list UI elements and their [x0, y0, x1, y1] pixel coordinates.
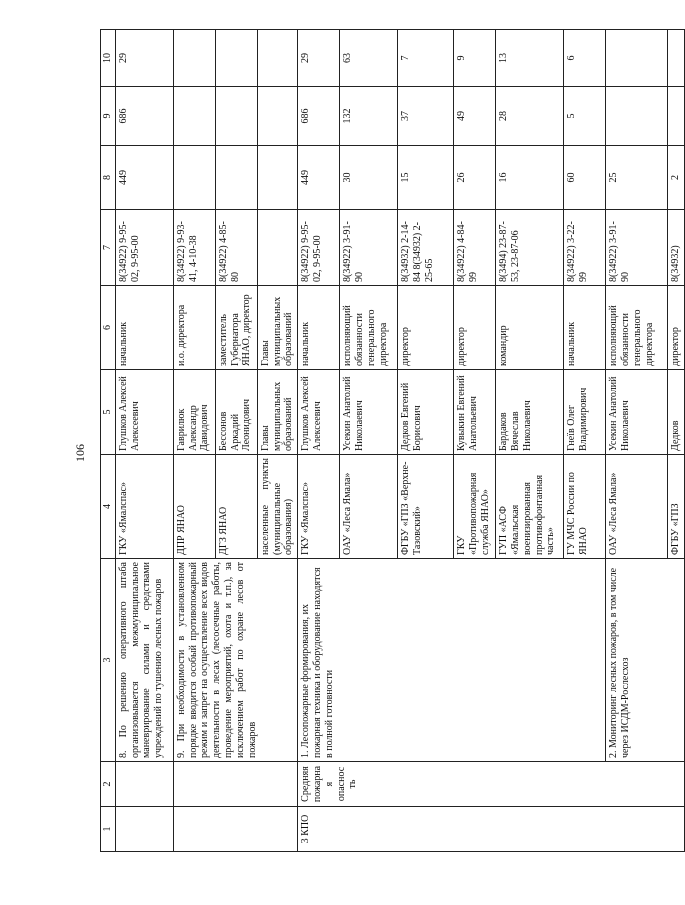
- phone-cell: 8(34922) 9-95-02, 9-95-00: [298, 210, 340, 286]
- position-cell: Главы муниципальных образований: [257, 286, 297, 370]
- value-cell: 13: [496, 30, 564, 87]
- value-cell: [215, 146, 257, 210]
- value-cell: 63: [340, 30, 398, 87]
- position-cell: заместитель Губернатора ЯНАО, директор: [215, 286, 257, 370]
- phone-cell: 8(34922) 3-91-90: [606, 210, 668, 286]
- org-cell: ДПР ЯНАО: [173, 455, 215, 559]
- value-cell: 25: [606, 146, 668, 210]
- value-cell: 26: [454, 146, 496, 210]
- value-cell: 9: [454, 30, 496, 87]
- org-cell: ФГБУ «ГПЗ «Верхне-Тазовский»: [398, 455, 454, 559]
- phone-cell: 8(3494) 23-87-53, 23-87-06: [496, 210, 564, 286]
- col-header: 2: [101, 762, 116, 807]
- measure-cell: 1. Лесопожарные формирования, их пожарная техника и оборудование находятся в полной готовности: [298, 559, 606, 762]
- value-cell: [606, 87, 668, 146]
- org-cell: ГКУ «Ямалспас»: [298, 455, 340, 559]
- value-cell: 28: [496, 87, 564, 146]
- position-cell: командир: [496, 286, 564, 370]
- table-row: [173, 30, 215, 852]
- value-cell: 30: [340, 146, 398, 210]
- org-cell: ДГЗ ЯНАО: [215, 455, 257, 559]
- value-cell: 686: [115, 87, 173, 146]
- position-cell: директор: [668, 286, 685, 370]
- value-cell: [606, 30, 668, 87]
- value-cell: [257, 30, 297, 87]
- org-cell: ГУП «АСФ «Ямальская военизированная противофонтанная часть»: [496, 455, 564, 559]
- measure-cell: 8. По решению оперативного штаба организовывается межмуниципальное маневрирование силами и средствами учреждений по тушению лесных пожаров: [115, 559, 173, 762]
- position-cell: директор: [398, 286, 454, 370]
- col-header: 1: [101, 807, 116, 852]
- col-header: 8: [101, 146, 116, 210]
- value-cell: 686: [298, 87, 340, 146]
- table-row: [298, 30, 340, 852]
- value-cell: 5: [564, 87, 606, 146]
- value-cell: [173, 146, 215, 210]
- col-header: 3: [101, 559, 116, 762]
- person-cell: Кувыкин Евгений Анатольевич: [454, 370, 496, 455]
- danger-cell: [115, 762, 173, 807]
- phone-cell: 8(34932): [668, 210, 685, 286]
- value-cell: 16: [496, 146, 564, 210]
- value-cell: 49: [454, 87, 496, 146]
- measure-cell: 2. Мониторинг лесных пожаров, в том числе через ИСДМ-Рослесхоз: [606, 559, 685, 762]
- value-cell: 2: [668, 146, 685, 210]
- org-cell: ОАУ «Леса Ямала»: [606, 455, 668, 559]
- col-header: 7: [101, 210, 116, 286]
- person-cell: Глушков Алексей Алексеевич: [298, 370, 340, 455]
- person-cell: Усекин Анатолий Николаевич: [606, 370, 668, 455]
- value-cell: 132: [340, 87, 398, 146]
- person-cell: Дедков Евгений Борисович: [398, 370, 454, 455]
- value-cell: 7: [398, 30, 454, 87]
- position-cell: начальник: [564, 286, 606, 370]
- level-cell: [173, 807, 297, 852]
- page-number: 106: [73, 444, 87, 462]
- phone-cell: [257, 210, 297, 286]
- org-cell: населенные пункты (муниципальные образования): [257, 455, 297, 559]
- value-cell: [257, 146, 297, 210]
- danger-cell: Средняя пожарная опасность: [298, 762, 685, 807]
- table-row: [115, 30, 173, 852]
- position-cell: исполняющий обязанности генерального директора: [340, 286, 398, 370]
- position-cell: директор: [454, 286, 496, 370]
- col-header: 10: [101, 30, 116, 87]
- value-cell: 6: [564, 30, 606, 87]
- position-cell: исполняющий обязанности генерального директора: [606, 286, 668, 370]
- person-cell: Гаврилюк Александр Давидович: [173, 370, 215, 455]
- position-cell: и.о. директора: [173, 286, 215, 370]
- person-cell: Усекин Анатолий Николаевич: [340, 370, 398, 455]
- phone-cell: 8(34922) 4-84-99: [454, 210, 496, 286]
- value-cell: 29: [298, 30, 340, 87]
- value-cell: 449: [298, 146, 340, 210]
- org-cell: ГУ МЧС России по ЯНАО: [564, 455, 606, 559]
- phone-cell: 8(34922) 9-95-02, 9-95-00: [115, 210, 173, 286]
- phone-cell: 8(34932) 2-14-84 8(34932) 2-25-65: [398, 210, 454, 286]
- value-cell: [668, 87, 685, 146]
- col-header: 5: [101, 370, 116, 455]
- value-cell: [173, 87, 215, 146]
- value-cell: 60: [564, 146, 606, 210]
- org-cell: ОАУ «Леса Ямала»: [340, 455, 398, 559]
- value-cell: [668, 30, 685, 87]
- phone-cell: 8(34922) 4-85-80: [215, 210, 257, 286]
- value-cell: [257, 87, 297, 146]
- level-cell: [115, 807, 173, 852]
- rotated-table-container: [100, 30, 682, 852]
- org-cell: ГКУ «Противопожарная служба ЯНАО»: [454, 455, 496, 559]
- person-cell: Гнеїв Олег Владимирович: [564, 370, 606, 455]
- danger-cell: [173, 762, 297, 807]
- fire-measures-table: [100, 29, 685, 852]
- value-cell: 37: [398, 87, 454, 146]
- value-cell: [215, 87, 257, 146]
- person-cell: Дедков: [668, 370, 685, 455]
- position-cell: начальник: [115, 286, 173, 370]
- level-cell: 3 КПО: [298, 807, 685, 852]
- org-cell: ГКУ «Ямалспас»: [115, 455, 173, 559]
- person-cell: Бардаков Вячеслав Николаевич: [496, 370, 564, 455]
- value-cell: 29: [115, 30, 173, 87]
- person-cell: Глушков Алексей Алексеевич: [115, 370, 173, 455]
- value-cell: 449: [115, 146, 173, 210]
- value-cell: [173, 30, 215, 87]
- position-cell: начальник: [298, 286, 340, 370]
- value-cell: [215, 30, 257, 87]
- phone-cell: 8(34922) 3-22-99: [564, 210, 606, 286]
- col-header: 6: [101, 286, 116, 370]
- column-number-row: [101, 30, 116, 852]
- person-cell: Главы муниципальных образований: [257, 370, 297, 455]
- col-header: 9: [101, 87, 116, 146]
- phone-cell: 8(34922) 3-91-90: [340, 210, 398, 286]
- table-row: [606, 30, 668, 852]
- org-cell: ФГБУ «ГПЗ: [668, 455, 685, 559]
- phone-cell: 8(34922) 9-93-41, 4-10-38: [173, 210, 215, 286]
- value-cell: 15: [398, 146, 454, 210]
- measure-cell: 9. При необходимости в установленном порядке вводится особый противопожарный режим и запрет на осуществление всех видов деятельности в лесах (лесосечные работы, проведение мероприятий, охота и т.п.), за исключением работ по охране лесов от пожаров: [173, 559, 297, 762]
- col-header: 4: [101, 455, 116, 559]
- person-cell: Бессонов Аркадий Леонидович: [215, 370, 257, 455]
